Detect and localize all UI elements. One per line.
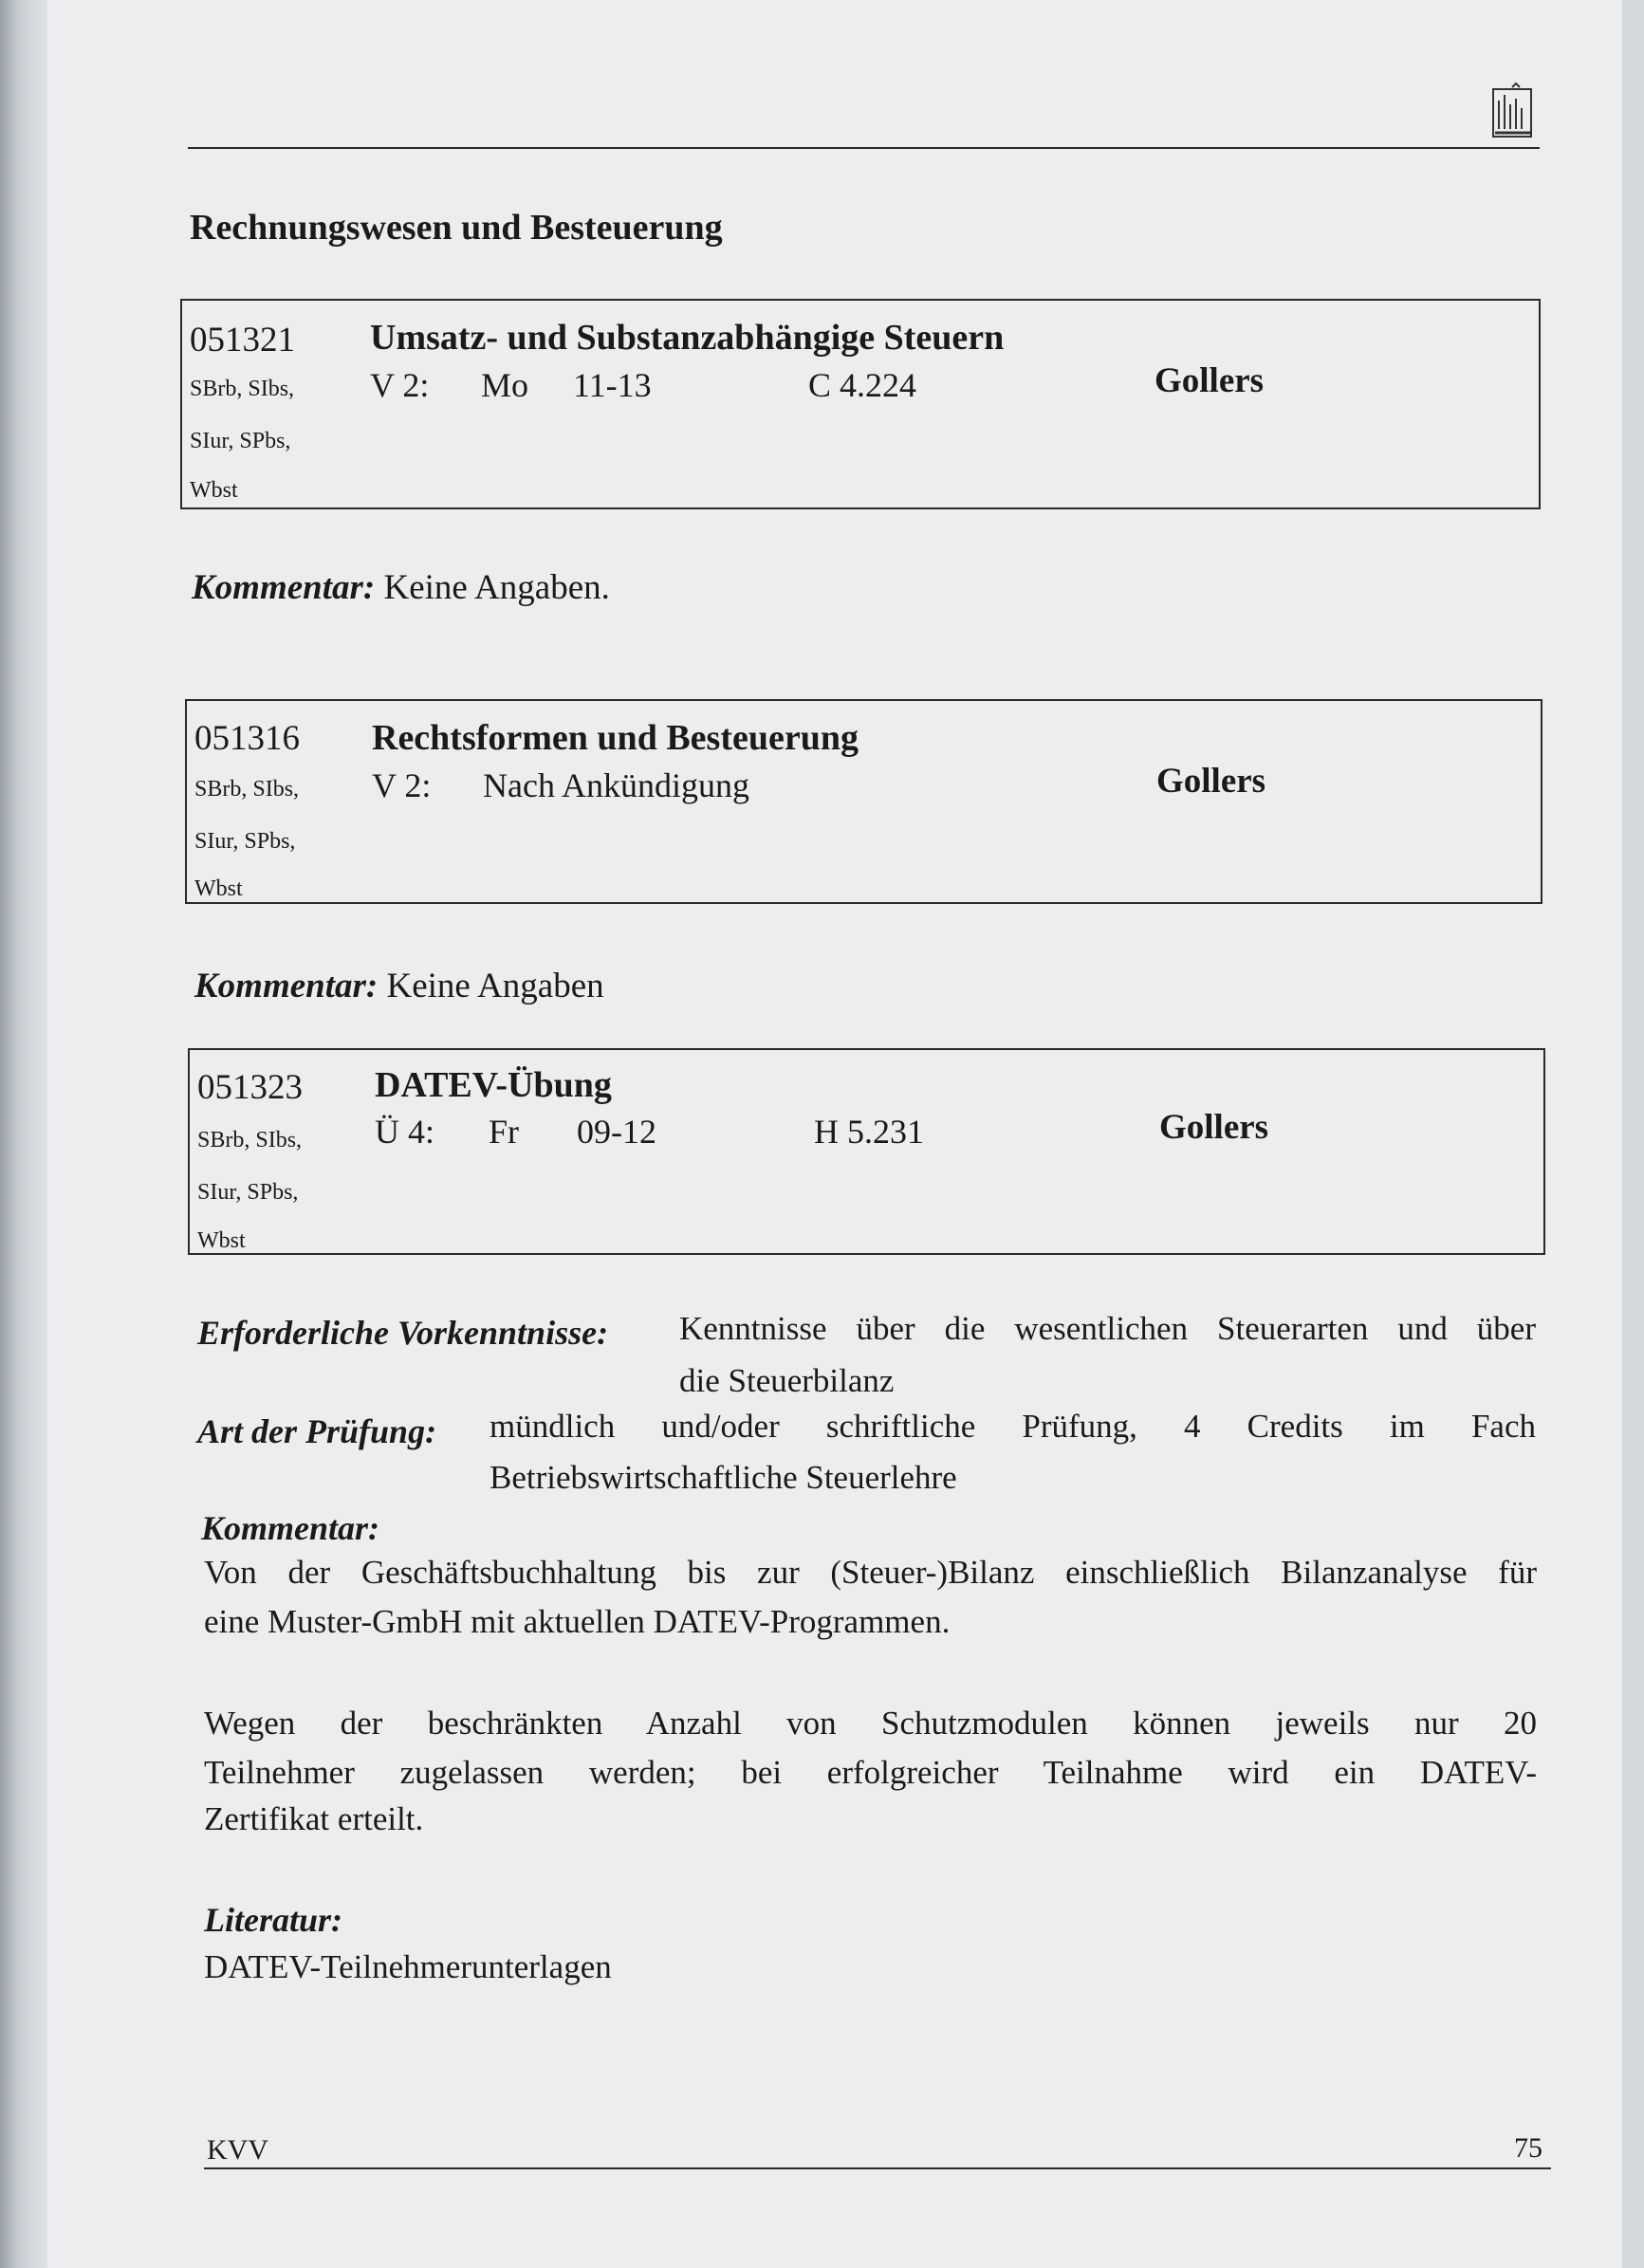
course-box xyxy=(185,699,1542,904)
course-groups: SBrb, SIbs, xyxy=(194,777,300,802)
course-number: 051321 xyxy=(190,321,295,360)
pruefung-text: mündlich und/oder schriftliche Prüfung, 4 Credits im Fach xyxy=(490,1408,1536,1445)
course-number: 051323 xyxy=(197,1068,303,1107)
kommentar-label: Kommentar: xyxy=(201,1509,380,1547)
course-groups: SBrb, SIbs, xyxy=(197,1128,303,1152)
course-time: 09-12 xyxy=(577,1113,656,1151)
kommentar-label: Kommentar: xyxy=(194,967,379,1005)
course-schedule: Nach Ankündigung xyxy=(483,766,749,804)
course-groups: SIur, SPbs, xyxy=(194,829,296,854)
course-number: 051316 xyxy=(194,719,300,758)
pruefung-label: Art der Prüfung: xyxy=(197,1412,437,1450)
kommentar-text: Teilnehmer zugelassen werden; bei erfolgreicher Teilnahme wird ein DATEV- xyxy=(204,1754,1537,1791)
course-box xyxy=(180,299,1541,509)
kommentar-text: Keine Angaben. xyxy=(383,568,610,607)
course-day: Mo xyxy=(481,366,529,404)
course-room: H 5.231 xyxy=(814,1113,924,1151)
course-groups: SIur, SPbs, xyxy=(190,429,291,453)
course-groups: SBrb, SIbs, xyxy=(190,377,295,401)
footer-label: KVV xyxy=(207,2134,268,2166)
kommentar-text: Von der Geschäftsbuchhaltung bis zur (Steuer-)Bilanz einschließlich Bilanzanalyse für xyxy=(204,1554,1537,1591)
page-number: 75 xyxy=(1514,2132,1542,2164)
kommentar-text: Keine Angaben xyxy=(386,967,604,1005)
course-type: V 2: xyxy=(370,366,430,404)
course-box xyxy=(188,1048,1545,1255)
kommentar-text: eine Muster-GmbH mit aktuellen DATEV-Programmen. xyxy=(204,1603,951,1640)
kommentar-text: Zertifikat erteilt. xyxy=(204,1800,424,1837)
university-logo-icon xyxy=(1491,82,1535,140)
course-lecturer: Gollers xyxy=(1159,1108,1269,1147)
course-groups: SIur, SPbs, xyxy=(197,1180,299,1205)
course-type: V 2: xyxy=(372,766,432,804)
footer-rule xyxy=(204,2167,1551,2169)
header-rule xyxy=(188,147,1540,149)
course-type: Ü 4: xyxy=(375,1113,434,1151)
section-title: Rechnungswesen und Besteuerung xyxy=(190,208,723,248)
course-title: DATEV-Übung xyxy=(375,1065,612,1105)
course-kommentar xyxy=(192,567,610,608)
vorkenntnisse-text: die Steuerbilanz xyxy=(679,1362,895,1399)
course-title: Rechtsformen und Besteuerung xyxy=(372,718,859,758)
course-title: Umsatz- und Substanzabhängige Steuern xyxy=(370,318,1005,358)
course-kommentar xyxy=(194,966,604,1006)
course-lecturer: Gollers xyxy=(1154,361,1265,400)
literatur-text: DATEV-Teilnehmerunterlagen xyxy=(204,1948,612,1985)
vorkenntnisse-text: Kenntnisse über die wesentlichen Steuerarten und über xyxy=(679,1310,1536,1347)
literatur-label: Literatur: xyxy=(204,1901,343,1939)
vorkenntnisse-label: Erforderliche Vorkenntnisse: xyxy=(197,1314,609,1352)
course-lecturer: Gollers xyxy=(1156,762,1266,801)
course-groups: Wbst xyxy=(190,478,238,503)
course-groups: Wbst xyxy=(194,876,243,901)
kommentar-text: Wegen der beschränkten Anzahl von Schutzmodulen können jeweils nur 20 xyxy=(204,1705,1537,1742)
page-edge xyxy=(1622,0,1644,2268)
course-time: 11-13 xyxy=(573,366,652,404)
course-groups: Wbst xyxy=(197,1228,246,1253)
book-spine-shadow xyxy=(0,0,47,2268)
course-day: Fr xyxy=(489,1113,520,1151)
kommentar-label: Kommentar: xyxy=(192,568,376,607)
course-room: C 4.224 xyxy=(808,366,917,404)
pruefung-text: Betriebswirtschaftliche Steuerlehre xyxy=(490,1459,957,1496)
